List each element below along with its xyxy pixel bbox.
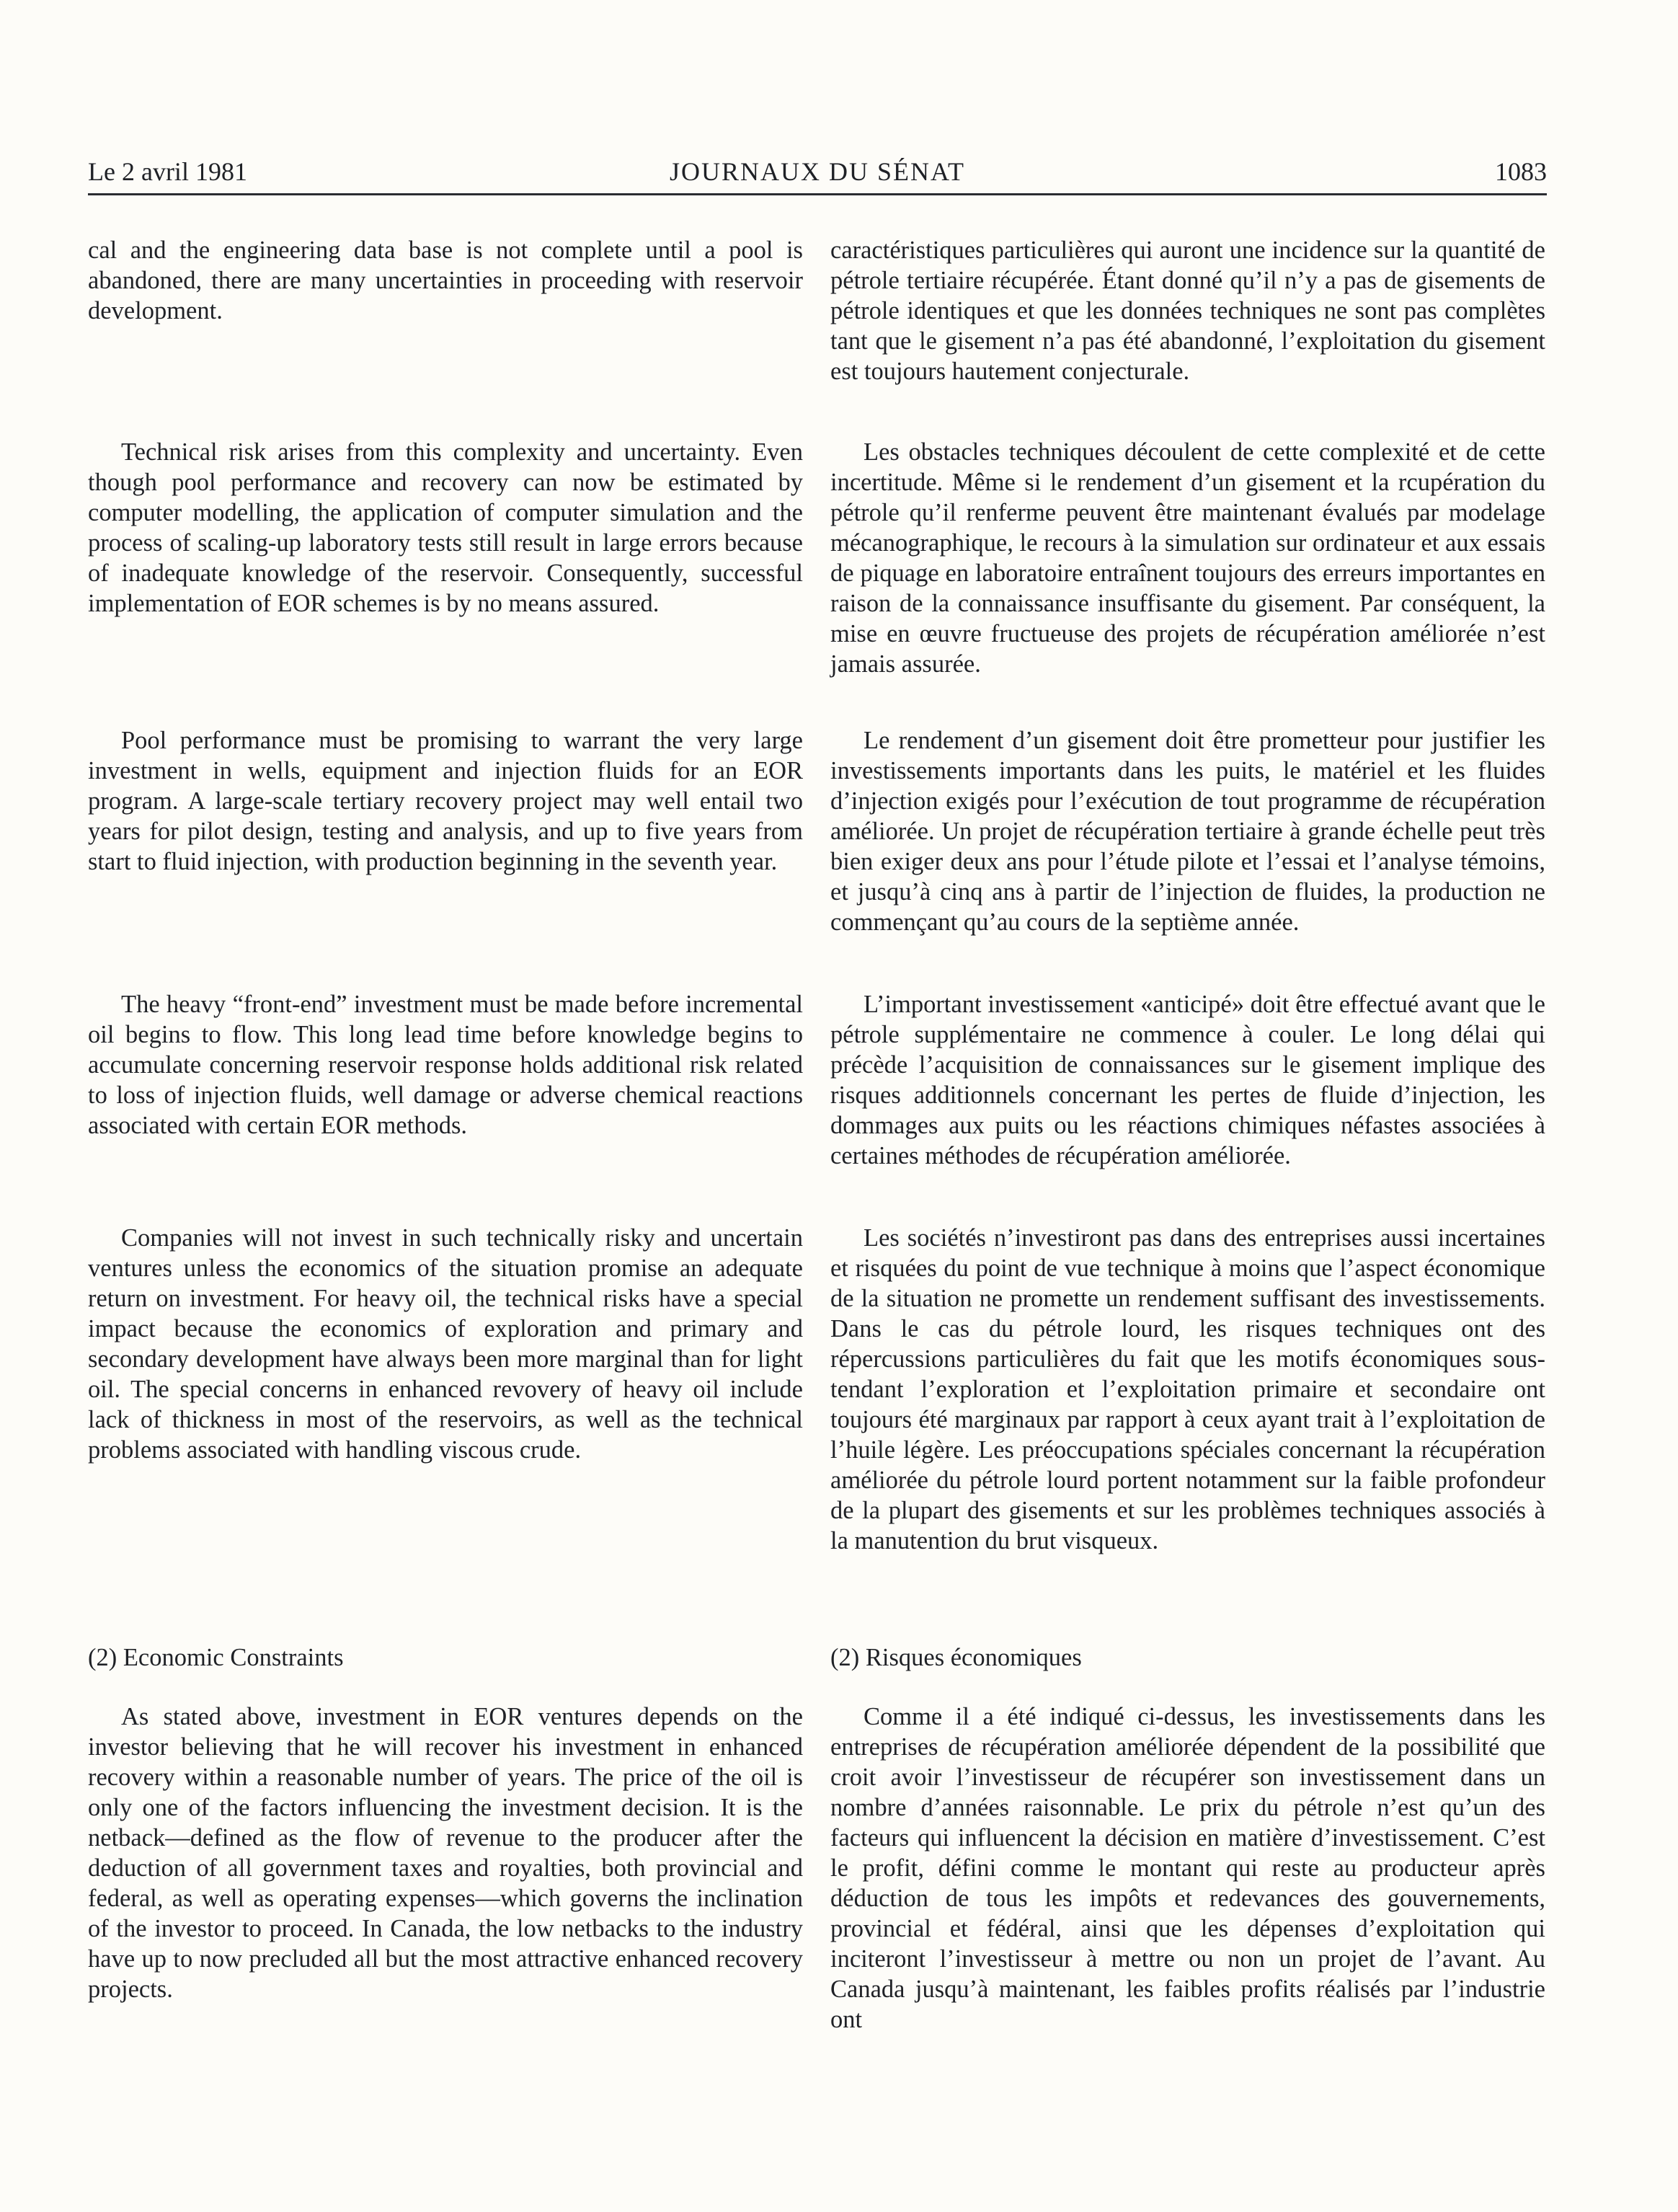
fr-paragraph-economique: Comme il a été indiqué ci-dessus, les investissements dans les entreprises de récupération améliorée dépendent de la possibilité que croit avoir l’investisseur de récupérer son investissement dans un nombre d’années raisonnable. Le prix du pétrole n’est qu’un des facteurs qui influencent la décision en matière d’investissement. C’est le profit, défini comme le montant qui reste au producteur après déduction de tous les impôts et redevances des gouvernements, provincial et fédéral, ainsi que les dépenses d’exploitation qui inciteront l’investisseur à mettre ou non un projet de l’avant. Au Canada jusqu’à maintenant, les faibles profits réalisés par l’industrie ont <box>830 1703 1545 2033</box>
fr-section-heading: (2) Risques économiques <box>830 1644 1082 1671</box>
header-date: Le 2 avril 1981 <box>88 157 247 186</box>
en-paragraph-economic: As stated above, investment in EOR ventures depends on the investor believing that he will recover his investment in enhanced recovery within a reasonable number of years. The price of the oil is only one of the factors influencing the investment decision. It is the netback—defined as the flow of revenue to the producer after the deduction of all government taxes and royalties, both provincial and federal, as well as operating expenses—which governs the inclination of the investor to proceed. In Canada, the low netbacks to the industry have up to now precluded all but the most attractive enhanced recovery projects. <box>88 1703 803 2003</box>
fr-paragraph-investissement: L’important investissement «anticipé» doit être effectué avant que le pétrole supplémentaire ne commence à couler. Le long délai qui précède l’acquisition de connaissances sur le gisement implique des risques additionnels concernant les pertes de fluide d’injection, les dommages aux puits ou les réactions chimiques néfastes associées à certaines méthodes de récupération améliorée. <box>830 991 1545 1169</box>
en-paragraph-continued: cal and the engineering data base is not complete until a pool is abandoned, there are many uncertainties in proceeding with reservoir development. <box>88 236 803 324</box>
en-paragraph-pool-performance: Pool performance must be promising to warrant the very large investment in wells, equipment and injection fluids for an EOR program. A large-scale tertiary recovery project may well entail two years for pilot design, testing and analysis, and up to five years from start to fluid injection, with production beginning in the seventh year. <box>88 727 803 875</box>
fr-paragraph-obstacles: Les obstacles techniques découlent de cette complexité et de cette incertitude. Même si le rendement d’un gisement et la rcupération du pétrole qu’il renferme peuvent être maintenant évalués par modelage mécanographique, le recours à la simulation sur ordinateur et aux essais de piquage en laboratoire entraînent toujours des erreurs importantes en raison de la connaissance insuffisante du gisement. Par conséquent, la mise en œuvre fructueuse des projets de récupération améliorée n’est jamais assurée. <box>830 438 1545 678</box>
en-paragraph-front-end-investment: The heavy “front-end” investment must be made before incremental oil begins to flow. This long lead time before knowledge begins to accumulate concerning reservoir response holds additional risk related to loss of injection fluids, well damage or adverse chemical reactions associated with certain EOR methods. <box>88 991 803 1139</box>
fr-paragraph-continued: caractéristiques particulières qui auront une incidence sur la quantité de pétrole tertiaire récupérée. Étant donné qu’il n’y a pas de gisements de pétrole identiques et que les données techniques ne sont pas complètes tant que le gisement n’a pas été abandonné, l’exploitation du gisement est toujours hautement conjecturale. <box>830 236 1545 385</box>
en-paragraph-technical-risk: Technical risk arises from this complexity and uncertainty. Even though pool performance and recovery can now be estimated by computer modelling, the application of computer simulation and the process of scaling-up laboratory tests still result in large errors because of inadequate knowledge of the reservoir. Consequently, successful implementation of EOR schemes is by no means assured. <box>88 438 803 617</box>
page-number: 1083 <box>1495 157 1547 186</box>
running-header <box>88 154 1547 195</box>
en-section-heading: (2) Economic Constraints <box>88 1644 344 1671</box>
fr-paragraph-societes: Les sociétés n’investiront pas dans des entreprises aussi incertaines et risquées du point de vue technique à moins que l’aspect économique de la situation ne promette un rendement suffisant des investissements. Dans le cas du pétrole lourd, les risques techniques ont des répercussions particulières du fait que les motifs économiques sous-tendant l’exploration et l’exploitation primaire et secondaire ont toujours été marginaux par rapport à ceux ayant trait à l’exploitation de l’huile légère. Les préoccupations spéciales concernant la récupération améliorée du pétrole lourd portent notamment sur la faible profondeur de la plupart des gisements et sur les problèmes techniques associés à la manutention du brut visqueux. <box>830 1224 1545 1554</box>
fr-paragraph-rendement: Le rendement d’un gisement doit être prometteur pour justifier les investissements importants dans les puits, le matériel et les fluides d’injection exigés pour l’exécution de tout programme de récupération améliorée. Un projet de récupération tertiaire à grande échelle peut très bien exiger deux ans pour l’étude pilote et l’essai et l’analyse témoins, et jusqu’à cinq ans à partir de l’injection de fluides, la production ne commençant qu’au cours de la septième année. <box>830 727 1545 936</box>
journal-title: JOURNAUX DU SÉNAT <box>669 157 965 186</box>
en-paragraph-companies: Companies will not invest in such technically risky and uncertain ventures unless the economics of the situation promise an adequate return on investment. For heavy oil, the technical risks have a special impact because the economics of exploration and primary and secondary development have always been more marginal than for light oil. The special concerns in enhanced revovery of heavy oil include lack of thickness in most of the reservoirs, as well as the technical problems associated with handling viscous crude. <box>88 1224 803 1464</box>
